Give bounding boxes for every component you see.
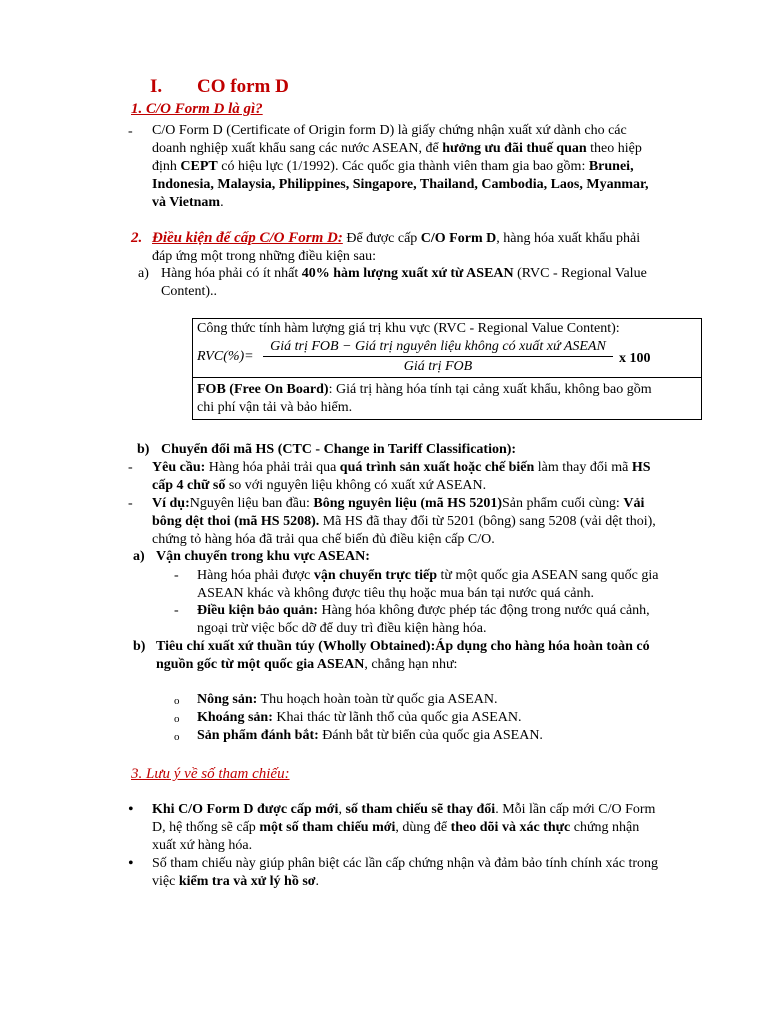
circle-bullet-icon: o	[174, 695, 180, 707]
formula-denominator: Giá trị FOB	[403, 359, 473, 374]
b1-req-a: Hàng hóa phải trải qua	[205, 460, 340, 475]
fob-label: FOB (Free On Board)	[197, 382, 329, 397]
q1-line3	[152, 158, 712, 176]
dash-marker: -	[128, 460, 133, 475]
section-title: CO form D	[197, 76, 289, 97]
fob-text-2: chi phí vận tải và bảo hiểm.	[197, 400, 353, 415]
b1-heading: Chuyển đổi mã HS (CTC - Change in Tariff Classification):	[161, 442, 517, 457]
b2-item-2	[197, 709, 522, 727]
formula-numerator: Giá trị FOB − Giá trị nguyên liệu không có xuất xứ ASEAN	[270, 339, 606, 354]
b1-req-line2-a: cấp 4 chữ số	[152, 478, 226, 493]
q3-p1-line2-e: chứng nhận	[570, 820, 640, 835]
fob-box	[192, 378, 702, 420]
q3-p1-a: Khi C/O Form D được cấp mới	[152, 802, 339, 817]
b1-req-b: quá trình sản xuất hoặc chế biến	[339, 460, 535, 475]
q2-a-label: a)	[138, 266, 149, 281]
dash-marker: -	[128, 124, 133, 139]
heading-2-text: Điều kiện để cấp C/O Form D:	[152, 230, 343, 246]
b1-ex-a: Nguyên liệu ban đầu:	[189, 496, 314, 511]
circle-bullet-icon: o	[174, 713, 180, 725]
circle-bullet-icon: o	[174, 731, 180, 743]
q2-line2: đáp ứng một trong những điều kiện sau:	[152, 249, 376, 264]
q1-line5	[152, 194, 712, 212]
a2-l2-a: Điều kiện bảo quản:	[197, 603, 318, 618]
q2-a-line1-c: (RVC - Regional Value	[513, 266, 647, 281]
q2-line1-c: , hàng hóa xuất khẩu phải	[496, 231, 641, 246]
q1-line3-d: Brunei,	[588, 159, 634, 174]
formula-lhs: RVC(%)=	[197, 349, 254, 364]
b2-item-2-text: Khai thác từ lãnh thổ của quốc gia ASEAN.	[272, 710, 522, 725]
a2-l1-a: Hàng hóa phải được	[197, 568, 314, 583]
bullet-icon: •	[128, 855, 134, 872]
b2-heading	[156, 638, 716, 674]
heading-3-text: 3. Lưu ý về số tham chiếu:	[131, 766, 290, 782]
heading-1-text: 1. C/O Form D là gì?	[131, 101, 263, 117]
b1-ex-b: Bông nguyên liệu (mã HS 5201)	[313, 496, 503, 511]
b1-req-line2-b: so với nguyên liệu không có xuất xứ ASEAN.	[225, 478, 487, 493]
q1-line3-a: định	[152, 159, 181, 174]
a2-item1	[197, 567, 717, 603]
b1-req-label: Yêu cầu:	[152, 460, 206, 475]
b2-item-1-text: Thu hoạch hoàn toàn từ quốc gia ASEAN.	[257, 692, 498, 707]
q3-p1-line2-d: theo dõi và xác thực	[450, 820, 571, 835]
dash-marker: -	[174, 603, 179, 618]
q3-p1-d: . Mỗi lần cấp mới C/O Form	[495, 802, 656, 817]
b1-requirement	[152, 459, 712, 495]
a2-item2	[197, 602, 717, 638]
q3-p1-c: số tham chiếu sẽ thay đổi	[345, 802, 496, 817]
q1-line5-a: và Vietnam	[152, 195, 221, 210]
heading-2-number: 2.	[131, 230, 143, 246]
b2-item-1-label: Nông sản:	[197, 692, 258, 707]
b2-item-3	[197, 727, 543, 745]
formula-title: Công thức tính hàm lượng giá trị khu vực (RVC - Regional Value Content):	[197, 321, 620, 336]
b2-item-3-text: Đánh bắt từ biển của quốc gia ASEAN.	[318, 728, 543, 743]
formula-multiplier: x 100	[619, 351, 651, 366]
q3-p2-line2-a: việc	[152, 874, 179, 889]
q1-paragraph	[152, 122, 712, 212]
a2-l1-line2: ASEAN khác và không được tiêu thụ hoặc mua bán tại nước quá cảnh.	[197, 586, 594, 601]
q1-line1: C/O Form D (Certificate of Origin form D) là giấy chứng nhận xuất xứ dành cho các	[152, 123, 627, 138]
a2-l2-line2: ngoại trừ việc bốc dỡ để duy trì điều kiện hàng hóa.	[197, 621, 487, 636]
q3-paragraph-2	[152, 855, 712, 891]
section-number: I.	[150, 76, 163, 97]
q1-line3-b: CEPT	[180, 159, 218, 174]
b1-req-d: HS	[631, 460, 651, 475]
q3-p1-line2-b: một số tham chiếu mới	[259, 820, 396, 835]
b1-ex-line3: chứng tỏ hàng hóa đã trải qua chế biến đủ điều kiện cấp C/O.	[152, 532, 495, 547]
fob-text-1: : Giá trị hàng hóa tính tại cảng xuất khẩu, không bao gồm	[328, 382, 652, 397]
b1-ex-line2-b: Mã HS đã thay đổi từ 5201 (bông) sang 5208 (vải dệt thoi),	[319, 514, 656, 529]
dash-marker: -	[174, 568, 179, 583]
q3-p1-b: ,	[338, 802, 346, 817]
q3-paragraph-1	[152, 801, 712, 855]
q3-p1-line3: xuất xứ hàng hóa.	[152, 838, 253, 853]
b1-ex-label: Ví dụ:	[152, 496, 190, 511]
b2-item-2-label: Khoáng sản:	[197, 710, 273, 725]
a2-l1-c: từ một quốc gia ASEAN sang quốc gia	[436, 568, 659, 583]
b2-line2-a: nguồn gốc từ một quốc gia ASEAN	[156, 657, 365, 672]
q2-a-line1-b: 40% hàm lượng xuất xứ từ ASEAN	[301, 266, 514, 281]
b2-label: b)	[133, 639, 146, 654]
q3-p2-line2-c: .	[315, 874, 320, 889]
b1-ex-c: Sản phẩm cuối cùng:	[502, 496, 624, 511]
b2-item-1	[197, 691, 498, 709]
heading-3	[131, 765, 290, 783]
b1-ex-line2-a: bông dệt thoi (mã HS 5208).	[152, 514, 320, 529]
q2-line1-a: Để được cấp	[342, 231, 421, 246]
formula-box	[192, 318, 702, 378]
q2-a-line1-a: Hàng hóa phải có ít nhất	[161, 266, 302, 281]
b1-label: b)	[137, 442, 150, 457]
q1-line4: Indonesia, Malaysia, Philippines, Singapore, Thailand, Cambodia, Laos, Myanmar,	[152, 177, 649, 192]
q3-p1-line2-a: D, hệ thống sẽ cấp	[152, 820, 260, 835]
a2-l1-b: vận chuyển trực tiếp	[313, 568, 437, 583]
dash-marker: -	[128, 496, 133, 511]
q1-line3-c: có hiệu lực (1/1992). Các quốc gia thành viên tham gia bao gồm:	[217, 159, 589, 174]
q3-p2-line1: Số tham chiếu này giúp phân biệt các lần cấp chứng nhận và đảm bảo tính chính xác trong	[152, 856, 658, 871]
b1-example	[152, 495, 712, 549]
q1-line5-b: .	[220, 195, 224, 210]
b2-heading-a: Tiêu chí xuất xứ thuần túy (Wholly Obtained):	[156, 639, 436, 654]
b2-line2-b: , chẳng hạn như:	[364, 657, 458, 672]
bullet-icon: •	[128, 801, 134, 818]
q1-line2	[152, 140, 712, 158]
b1-ex-d: Vải	[623, 496, 645, 511]
fob-text	[197, 381, 697, 417]
b2-heading-b: Áp dụng cho hàng hóa hoàn toàn có	[435, 639, 650, 654]
a2-l2-b: Hàng hóa không được phép tác động trong nước quá cảnh,	[317, 603, 650, 618]
q2-line1-b: C/O Form D	[420, 231, 497, 246]
b2-item-3-label: Sản phẩm đánh bắt:	[197, 728, 319, 743]
q2-paragraph	[152, 229, 712, 266]
q1-line2-b: hưởng ưu đãi thuế quan	[442, 141, 587, 156]
q1-line2-a: doanh nghiệp xuất khẩu sang các nước ASEAN, để	[152, 141, 443, 156]
heading-1	[131, 100, 263, 118]
q2-a-text	[161, 265, 721, 301]
q3-p1-line2-c: , dùng để	[395, 820, 451, 835]
q2-a-line2: Content)..	[161, 284, 217, 299]
fraction-bar	[263, 356, 613, 357]
b1-req-c: làm thay đổi mã	[534, 460, 632, 475]
q1-line2-c: theo hiệp	[586, 141, 642, 156]
a2-heading: Vận chuyển trong khu vực ASEAN:	[156, 549, 370, 564]
a2-label: a)	[133, 549, 145, 564]
q3-p2-line2-b: kiểm tra và xử lý hồ sơ	[178, 874, 316, 889]
